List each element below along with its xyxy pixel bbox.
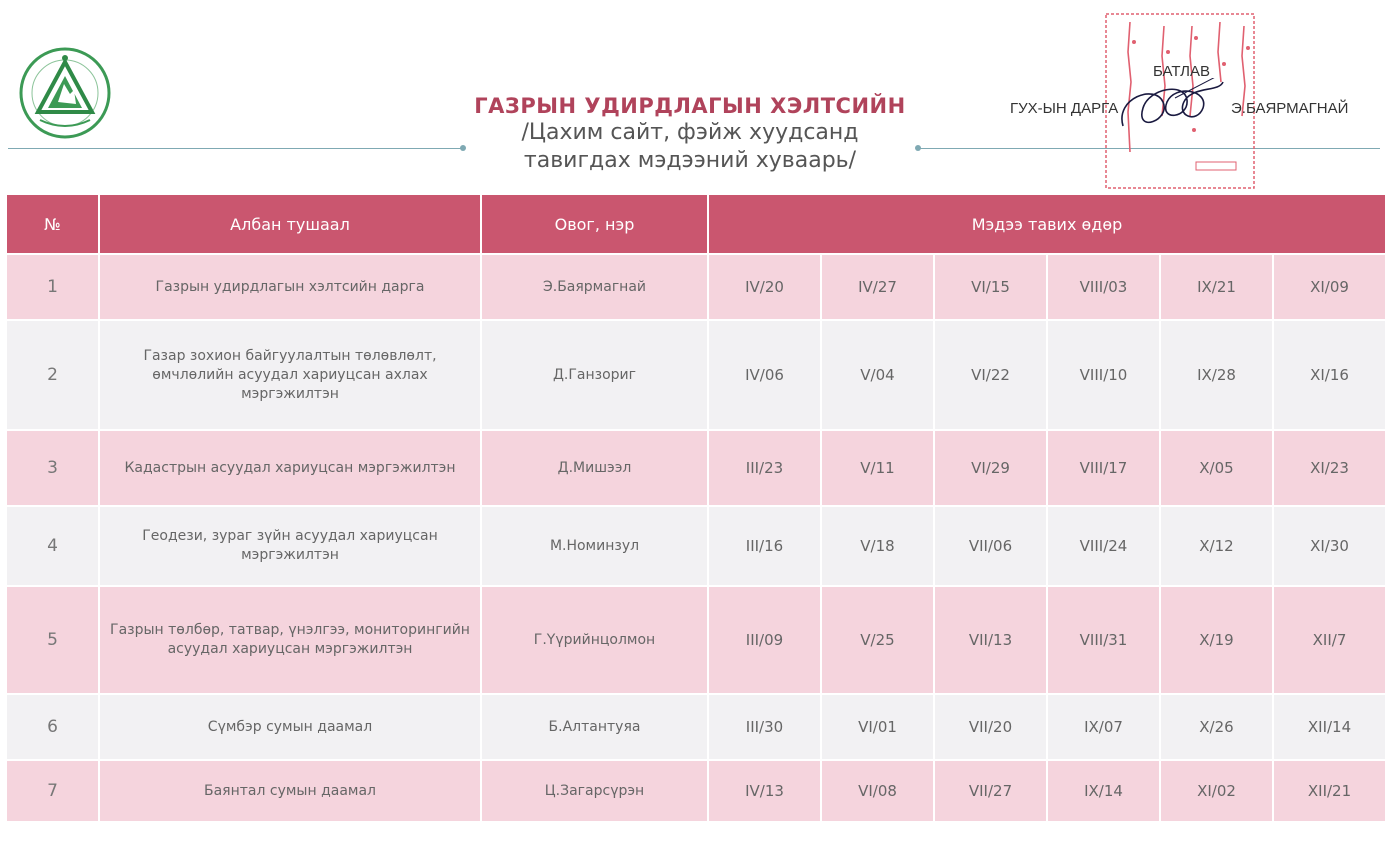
row-date: V/04	[822, 321, 933, 429]
header-dates: Мэдээ тавих өдөр	[709, 195, 1385, 253]
page-title: ГАЗРЫН УДИРДЛАГЫН ХЭЛТСИЙН	[474, 94, 906, 118]
table-row	[7, 761, 1385, 821]
header-name: Овог, нэр	[482, 195, 707, 253]
row-date: VI/22	[935, 321, 1046, 429]
row-date: VIII/31	[1048, 587, 1159, 693]
organization-logo-icon	[18, 46, 112, 140]
header-rule-dot-right	[915, 145, 921, 151]
row-date: IV/20	[709, 255, 820, 319]
row-date: VII/13	[935, 587, 1046, 693]
row-date: X/05	[1161, 431, 1272, 505]
header-rule-dot-left	[460, 145, 466, 151]
row-date: XII/14	[1274, 695, 1385, 759]
director-label: ГУХ-ЫН ДАРГА	[1010, 100, 1119, 117]
row-position: Геодези, зураг зүйн асуудал хариуцсан мэргэжилтэн	[100, 507, 480, 585]
row-number: 7	[7, 761, 98, 821]
row-number: 2	[7, 321, 98, 429]
row-date: IX/28	[1161, 321, 1272, 429]
row-name: Б.Алтантуяа	[482, 695, 707, 759]
row-position: Газрын удирдлагын хэлтсийн дарга	[100, 255, 480, 319]
row-date: IX/21	[1161, 255, 1272, 319]
row-date: VIII/03	[1048, 255, 1159, 319]
row-date: VIII/17	[1048, 431, 1159, 505]
row-number: 4	[7, 507, 98, 585]
row-number: 5	[7, 587, 98, 693]
row-date: VI/01	[822, 695, 933, 759]
row-date: V/11	[822, 431, 933, 505]
table-row	[7, 587, 1385, 693]
header-no: №	[7, 195, 98, 253]
table-row	[7, 321, 1385, 429]
row-number: 1	[7, 255, 98, 319]
table-row	[7, 431, 1385, 505]
table-row	[7, 695, 1385, 759]
row-date: IX/07	[1048, 695, 1159, 759]
row-date: VIII/24	[1048, 507, 1159, 585]
row-date: X/26	[1161, 695, 1272, 759]
header-position: Албан тушаал	[100, 195, 480, 253]
row-date: VI/08	[822, 761, 933, 821]
approved-label: БАТЛАВ	[1153, 63, 1211, 80]
row-date: V/25	[822, 587, 933, 693]
row-date: IX/14	[1048, 761, 1159, 821]
row-date: XII/7	[1274, 587, 1385, 693]
row-date: VII/20	[935, 695, 1046, 759]
row-position: Баянтал сумын даамал	[100, 761, 480, 821]
row-name: Г.Үүрийнцолмон	[482, 587, 707, 693]
header-rule-left	[8, 148, 463, 149]
row-date: VI/15	[935, 255, 1046, 319]
row-position: Сүмбэр сумын даамал	[100, 695, 480, 759]
row-date: III/30	[709, 695, 820, 759]
row-name: Э.Баярмагнай	[482, 255, 707, 319]
row-date: VI/29	[935, 431, 1046, 505]
row-date: IV/13	[709, 761, 820, 821]
row-position: Газрын төлбөр, татвар, үнэлгээ, мониторингийн асуудал хариуцсан мэргэжилтэн	[100, 587, 480, 693]
row-date: IV/27	[822, 255, 933, 319]
row-date: XI/23	[1274, 431, 1385, 505]
row-date: XII/21	[1274, 761, 1385, 821]
row-date: III/16	[709, 507, 820, 585]
row-date: VII/27	[935, 761, 1046, 821]
table-row	[7, 255, 1385, 319]
row-date: XI/16	[1274, 321, 1385, 429]
schedule-table	[5, 193, 1387, 823]
page-subtitle-line2: тавигдах мэдээний хуваарь/	[523, 148, 857, 173]
row-number: 6	[7, 695, 98, 759]
signature-icon	[1115, 78, 1227, 138]
row-name: Ц.Загарсүрэн	[482, 761, 707, 821]
row-date: III/09	[709, 587, 820, 693]
table-row	[7, 507, 1385, 585]
row-name: Д.Ганзориг	[482, 321, 707, 429]
title-block	[470, 94, 910, 174]
row-position: Кадастрын асуудал хариуцсан мэргэжилтэн	[100, 431, 480, 505]
table-header-row	[7, 195, 1385, 253]
row-name: Д.Мишээл	[482, 431, 707, 505]
row-date: III/23	[709, 431, 820, 505]
row-number: 3	[7, 431, 98, 505]
row-name: М.Номинзул	[482, 507, 707, 585]
row-date: V/18	[822, 507, 933, 585]
row-date: VII/06	[935, 507, 1046, 585]
row-date: XI/30	[1274, 507, 1385, 585]
row-date: VIII/10	[1048, 321, 1159, 429]
row-date: XI/02	[1161, 761, 1272, 821]
row-date: XI/09	[1274, 255, 1385, 319]
row-date: X/19	[1161, 587, 1272, 693]
row-date: IV/06	[709, 321, 820, 429]
row-position: Газар зохион байгуулалтын төлөвлөлт, өмчлөлийн асуудал хариуцсан ахлах мэргэжилтэн	[100, 321, 480, 429]
director-name: Э.БАЯРМАГНАЙ	[1231, 100, 1349, 117]
page-subtitle-line1: /Цахим сайт, фэйж хуудсанд	[521, 120, 859, 145]
row-date: X/12	[1161, 507, 1272, 585]
